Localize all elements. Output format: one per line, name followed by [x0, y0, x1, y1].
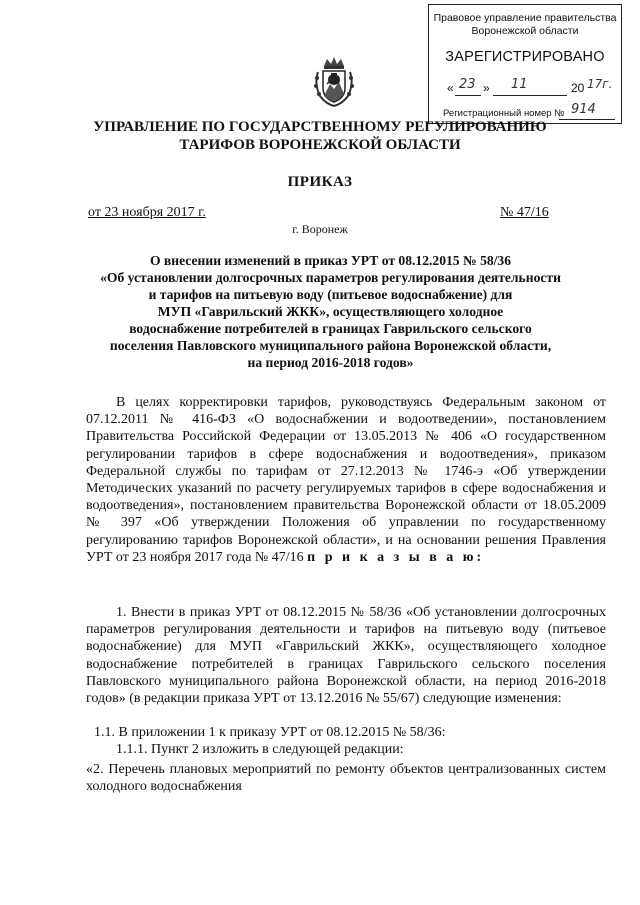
document-date: от 23 ноября 2017 г.: [88, 205, 206, 220]
stamp-date-day-line: [455, 95, 481, 96]
item-1-1-1-paragraph: 1.1.1. Пункт 2 изложить в следующей редакции:: [116, 742, 404, 757]
subject-line: «Об установлении долгосрочных параметров регулирования деятельности: [100, 270, 561, 285]
stamp-date-year-prefix: 20: [571, 81, 585, 95]
stamp-date-month-line: [493, 95, 567, 96]
stamp-reg-number-label: Регистрационный номер №: [443, 108, 565, 119]
stamp-date-month: 11: [511, 77, 528, 92]
organization-name: [60, 118, 580, 154]
subject-line: водоснабжение потребителей в границах Гаврильского сельского: [129, 321, 532, 336]
stamp-date-day: 23: [459, 77, 476, 92]
document-city: г. Воронеж: [292, 222, 348, 236]
document-type: ПРИКАЗ: [287, 174, 353, 190]
item-1-1-paragraph: 1.1. В приложении 1 к приказу УРТ от 08.12.2015 № 58/36:: [94, 725, 446, 740]
subject-line: поселения Павловского муниципального района Воронежской области,: [109, 338, 552, 353]
item-1-paragraph: 1. Внести в приказ УРТ от 08.12.2015 № 58/36 «Об установлении долгосрочных параметров регулирования деятельности и тарифов на питьевую воду (питьевое водоснабжение) для МУП «Гаврильский ЖКК», осуществляющего холодное водоснабжение потребителей в границах Гаврильского сельского поселения Павловского муниципального района Воронежской области, на период 2016-2018 годов» (в редакции приказа УРТ от 13.12.2016 № 55/67) следующие изменения:: [86, 605, 606, 707]
stamp-date-quote-open: «: [447, 81, 454, 95]
stamp-reg-number-value: 914: [571, 102, 596, 117]
order-word: п р и к а з ы в а ю:: [307, 549, 485, 565]
registration-stamp: [428, 4, 622, 124]
coat-of-arms-icon: [312, 56, 356, 108]
preamble-paragraph: [86, 394, 606, 566]
stamp-date: [447, 79, 617, 97]
organization-name-line1: УПРАВЛЕНИЕ ПО ГОСУДАРСТВЕННОМУ РЕГУЛИРОВАНИЮ: [93, 119, 547, 135]
document-subject: [78, 252, 583, 371]
subject-line: О внесении изменений в приказ УРТ от 08.12.2015 № 58/36: [149, 253, 512, 268]
stamp-organization: Правовое управление правительства Воронежской области: [433, 12, 617, 37]
preamble-text: В целях корректировки тарифов, руководствуясь Федеральным законом от 07.12.2011 № 416-ФЗ «О водоснабжении и водоотведении», постановлением Правительства Российской Федерации от 13.05.2013 № 406 «О государственном регулировании тарифов в сфере водоснабжения и водоотведения», приказом Федеральной службы по тарифам от 27.12.2013 № 1746-э «Об утверждении Методических указаний по расчету регулируемых тарифов в сфере водоснабжения и водоотведения», постановлением правительства Воронежской области от 18.05.2009 № 397 «Об утверждении Положения об управлении по государственному регулированию тарифов Воронежской области», и на основании решения Правления УРТ от 23 ноября 2017 года № 47/16: [86, 395, 606, 565]
subject-line: МУП «Гаврильский ЖКК», осуществляющего холодное: [157, 304, 504, 319]
document-number: № 47/16: [500, 205, 549, 220]
subject-line: на период 2016-2018 годов»: [247, 355, 414, 370]
subject-line: и тарифов на питьевую воду (питьевое водоснабжение) для: [148, 287, 513, 302]
stamp-registered-label: ЗАРЕГИСТРИРОВАНО: [445, 49, 605, 65]
stamp-date-quote-close: »: [483, 81, 490, 95]
quote-start-paragraph: «2. Перечень плановых мероприятий по ремонту объектов централизованных систем холодного водоснабжения: [86, 762, 606, 795]
stamp-date-year-suffix: 17г.: [587, 77, 613, 91]
organization-name-line2: ТАРИФОВ ВОРОНЕЖСКОЙ ОБЛАСТИ: [179, 137, 461, 153]
